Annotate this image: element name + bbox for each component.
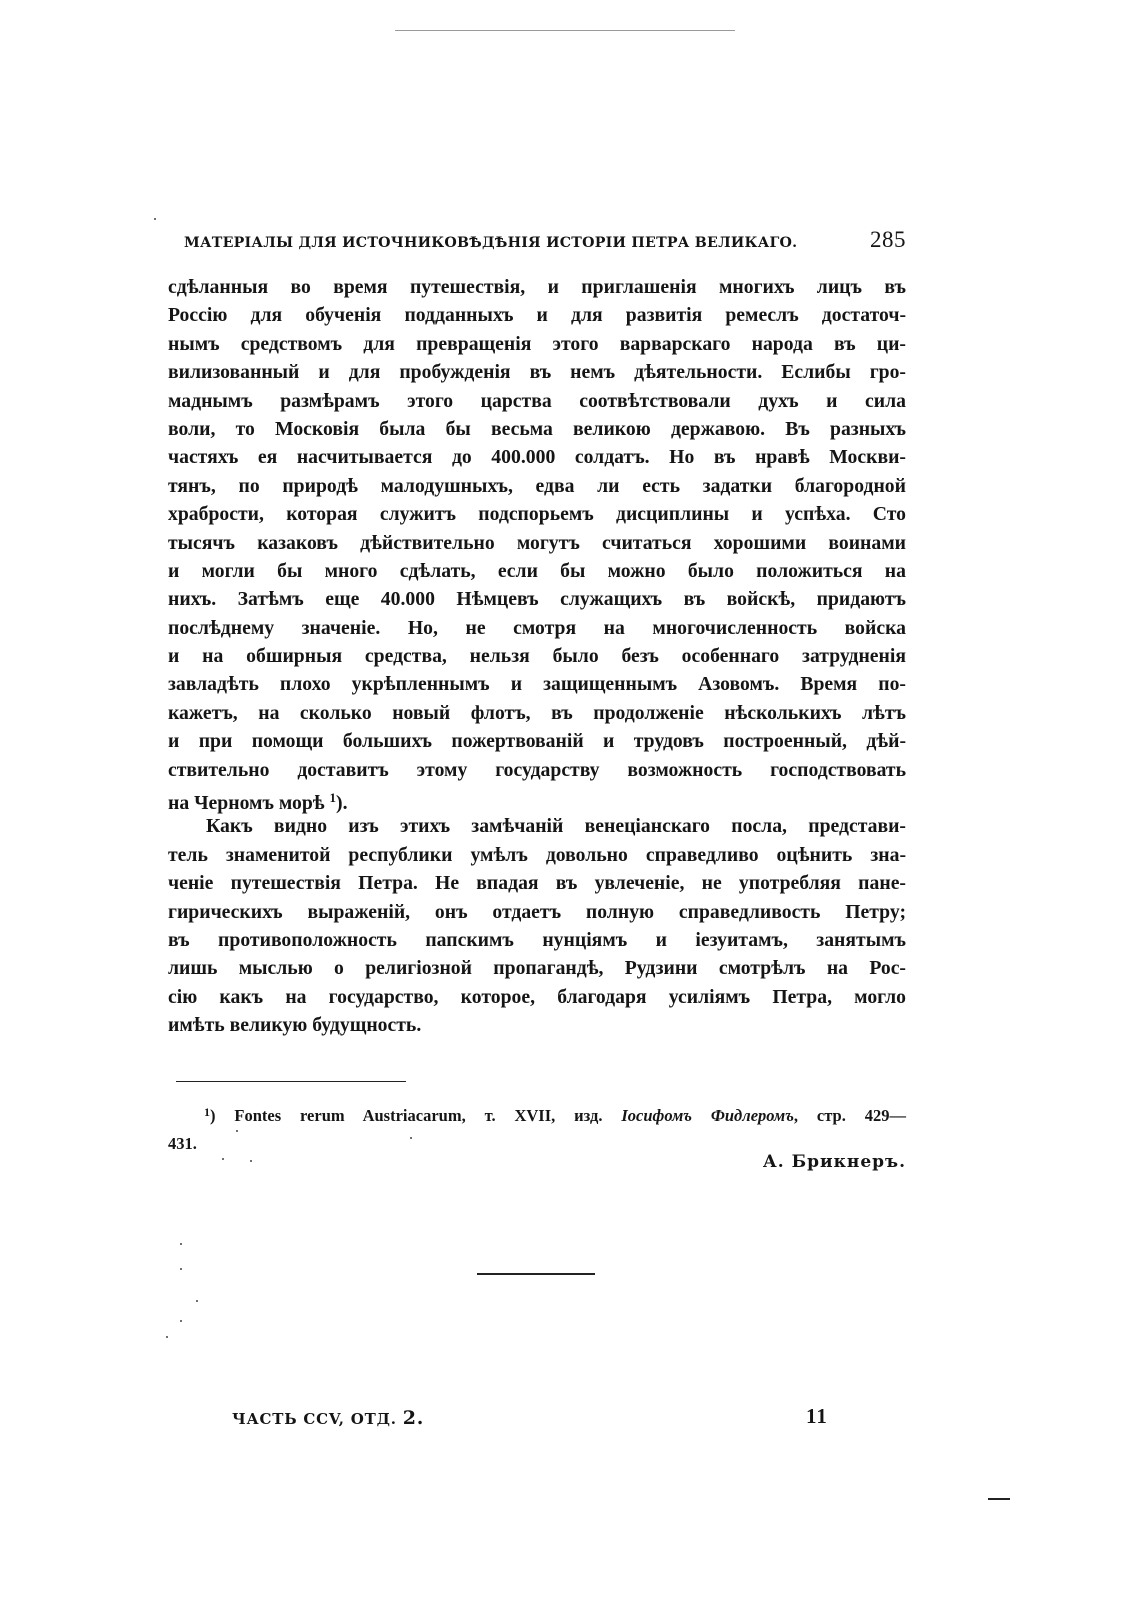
scan-speck xyxy=(222,1158,224,1160)
footnote-marker: 1 xyxy=(204,1105,210,1119)
text-line: послѣднему значеніе. Но, не смотря на многочисленность войска xyxy=(168,616,906,639)
footnote-reference[interactable]: 1 xyxy=(329,790,337,806)
main-text xyxy=(168,273,906,1040)
text-line: тянъ, по природѣ малодушныхъ, едва ли есть задатки благородной xyxy=(168,474,906,497)
footnote-divider xyxy=(176,1081,406,1082)
scan-speck xyxy=(410,1137,412,1139)
text-line: тель знаменитой республики умѣлъ довольно справедливо оцѣнить зна- xyxy=(168,843,906,866)
text-line: Россію для обученія подданныхъ и для развитія ремеслъ достаточ- xyxy=(168,304,906,327)
text-line: вилизованный и для пробужденія въ немъ дѣятельности. Еслибы гро- xyxy=(168,361,906,384)
scan-speck xyxy=(166,1336,168,1338)
scan-speck xyxy=(180,1243,182,1245)
text-line: кажетъ, на сколько новый флотъ, въ продолженіе нѣсколькихъ лѣтъ xyxy=(168,701,906,724)
footnote-line xyxy=(168,1098,906,1130)
printer-signature-section: 2. xyxy=(402,1407,425,1429)
author-signature: А. Брикнеръ. xyxy=(762,1152,906,1172)
text-line: сдѣланныя во время путешествія, и приглашенія многихъ лицъ въ xyxy=(168,276,906,298)
scan-speck xyxy=(180,1320,182,1322)
text-line-last-content: на Черномъ морѣ xyxy=(168,792,330,815)
printer-signature xyxy=(232,1407,424,1429)
text-line: частяхъ ея насчитывается до 400.000 солдатъ. Но въ нравѣ Москви- xyxy=(168,446,906,469)
text-line: воли, то Московія была бы весьма великою державою. Въ разныхъ xyxy=(168,417,906,440)
text-line: нихъ. Затѣмъ еще 40.000 Нѣмцевъ служащихъ въ войскѣ, придаютъ xyxy=(168,588,906,611)
text-line: ствительно доставитъ этому государству возможность господствовать xyxy=(168,758,906,781)
text-line: въ противоположность папскимъ нунціямъ и іезуитамъ, занятымъ xyxy=(168,928,906,951)
text-line: сію какъ на государство, которое, благодаря усиліямъ Петра, могло xyxy=(168,985,906,1008)
article-end-divider xyxy=(477,1273,595,1275)
text-line-last xyxy=(168,784,906,815)
scan-speck xyxy=(180,1268,182,1270)
footnote xyxy=(168,1098,906,1158)
top-scan-rule xyxy=(395,30,735,31)
text-line-last: имѣть великую будущность. xyxy=(168,1014,422,1037)
scan-speck xyxy=(154,218,156,220)
running-header-title: МАТЕРІАЛЫ ДЛЯ ИСТОЧНИКОВѢДѢНІЯ ИСТОРІИ ПЕТРА ВЕЛИКАГО. xyxy=(184,235,798,251)
footnote-text: ) Fontes rerum Austriacarum, т. XVII, изд. xyxy=(210,1106,622,1125)
page-number: 285 xyxy=(870,227,906,252)
footnote-pages: , стр. 429— xyxy=(793,1106,906,1125)
text-line: и могли бы много сдѣлать, если бы можно было положиться на xyxy=(168,559,906,582)
text-line: Какъ видно изъ этихъ замѣчаній венеціанскаго посла, представи- xyxy=(206,815,906,838)
text-line: и на обширныя средства, нельзя было безъ особеннаго затрудненія xyxy=(168,645,906,668)
footnote-line-continued: 431. xyxy=(168,1134,197,1153)
scan-edge-mark xyxy=(988,1498,1010,1500)
footnote-publisher: Іосифомъ Фидлеромъ xyxy=(621,1106,794,1125)
sheet-number: 11 xyxy=(806,1404,828,1428)
text-line: и при помощи большихъ пожертвованій и трудовъ построенный, дѣй- xyxy=(168,730,906,753)
text-line: ченіе путешествія Петра. Не впадая въ увлеченіе, не употребляя пане- xyxy=(168,872,906,895)
text-line: храбрости, которая служитъ подспорьемъ дисциплины и успѣха. Сто xyxy=(168,503,906,526)
printer-signature-part: ЧАСТЬ CCV, ОТД. xyxy=(232,1410,403,1428)
text-line: нымъ средствомъ для превращенія этого варварскаго народа въ ци- xyxy=(168,332,906,355)
text-line-closing: ). xyxy=(336,792,348,815)
scan-speck xyxy=(196,1300,198,1302)
text-line: завладѣть плохо укрѣпленнымъ и защищеннымъ Азовомъ. Время по- xyxy=(168,673,906,696)
running-header xyxy=(184,221,906,253)
text-line: маднымъ размѣрамъ этого царства соотвѣтствовали духъ и сила xyxy=(168,389,906,412)
scan-speck xyxy=(250,1160,252,1162)
text-line: тысячъ казаковъ дѣйствительно могутъ считаться хорошими воинами xyxy=(168,531,906,554)
scan-speck xyxy=(236,1130,238,1132)
text-line: гирическихъ выраженій, онъ отдаетъ полную справедливость Петру; xyxy=(168,900,906,923)
text-line: лишь мыслью о религіозной пропагандѣ, Рудзини смотрѣлъ на Рос- xyxy=(168,957,906,980)
